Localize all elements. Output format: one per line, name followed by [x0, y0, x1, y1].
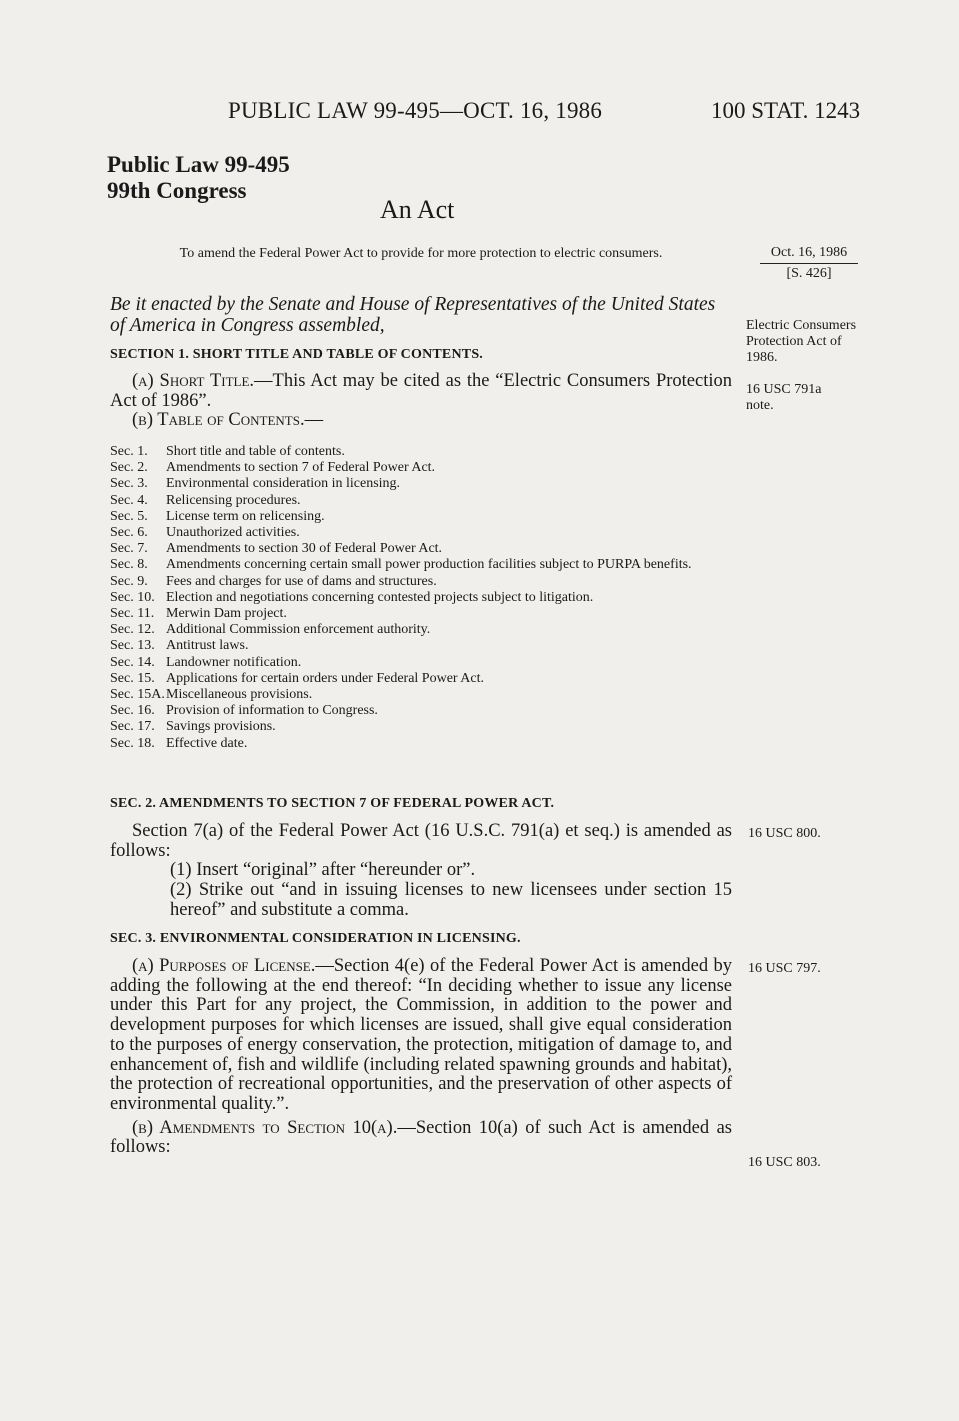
toc-entry-number: Sec. 13.: [110, 638, 155, 654]
margin-citation-note: 16 USC 791a note.: [746, 382, 822, 413]
toc-entry: [110, 736, 732, 752]
act-label: An Act: [380, 195, 455, 224]
toc-entry-number: Sec. 5.: [110, 508, 148, 524]
purposes-of-license-paragraph: [110, 957, 732, 1115]
margin-date-box: [760, 243, 858, 283]
toc-entry: [110, 493, 732, 509]
toc-entry-number: Sec. 8.: [110, 557, 148, 573]
toc-entry: [110, 541, 732, 557]
toc-entry-number: Sec. 9.: [110, 573, 148, 589]
section-1-body: [110, 372, 732, 431]
toc-entry-number: Sec. 15.: [110, 670, 155, 686]
public-law-number: Public Law 99-495: [107, 152, 290, 177]
toc-entry-title: Landowner notification.: [166, 654, 302, 670]
toc-entry: [110, 606, 732, 622]
toc-entry-number: Sec. 4.: [110, 492, 148, 508]
table-of-contents-list: [110, 444, 732, 752]
section-2-intro: Section 7(a) of the Federal Power Act (16 U.S.C. 791(a) et seq.) is amended as follows:: [110, 821, 732, 861]
section-3-body: [110, 957, 732, 1158]
purposes-of-license-text: —Section 4(e) of the Federal Power Act is amended by adding the following at the end thereof: “In deciding whether to issue any license under this Part for any project, the Commission, in addition to the power and development purposes for which licenses are issued, shall give equal consideration to the purposes of energy conservation, the protection, mitigation of damage to, and enhancement of, fish and wildlife (including related spawning grounds and habitat), the protection of recreational opportunities, and the preservation of other aspects of environmental quality.”.: [110, 956, 732, 1114]
toc-entry-title: Fees and charges for use of dams and structures.: [166, 573, 437, 589]
usc-note-section-3b: 16 USC 803.: [748, 1155, 821, 1170]
toc-entry-title: Merwin Dam project.: [166, 606, 287, 622]
section-2-item-2: (2) Strike out “and in issuing licenses to new licensees under section 15 hereof” and substitute a comma.: [170, 880, 732, 920]
enacting-clause: Be it enacted by the Senate and House of Representatives of the United States of America in Congress assembled,: [110, 294, 716, 336]
toc-entry-title: Relicensing procedures.: [166, 492, 301, 508]
section-2-heading: SEC. 2. AMENDMENTS TO SECTION 7 OF FEDERAL POWER ACT.: [110, 796, 555, 811]
section-1-heading: SECTION 1. SHORT TITLE AND TABLE OF CONTENTS.: [110, 347, 484, 362]
toc-entry: [110, 460, 732, 476]
toc-entry-number: Sec. 17.: [110, 719, 155, 735]
toc-entry: [110, 655, 732, 671]
amendments-10a-text: —Section 10(a) of such Act is amended as follows:: [110, 1117, 732, 1158]
table-of-contents-label: (b) Table of Contents.: [132, 410, 305, 431]
toc-entry-title: Miscellaneous provisions.: [166, 687, 313, 703]
toc-entry: [110, 638, 732, 654]
toc-entry-title: Unauthorized activities.: [166, 525, 300, 541]
toc-entry-title: Amendments concerning certain small power production facilities subject to PURPA benefits.: [166, 557, 692, 573]
margin-date: Oct. 16, 1986: [760, 243, 858, 264]
usc-note-section-2: 16 USC 800.: [748, 826, 821, 841]
section-2-item-1: (1) Insert “original” after “hereunder or”.: [170, 860, 476, 881]
table-of-contents-paragraph: [110, 411, 732, 431]
margin-bill-number: [S. 426]: [786, 266, 832, 281]
toc-entry: [110, 509, 732, 525]
toc-entry: [110, 671, 732, 687]
public-law-title: [107, 152, 290, 204]
toc-entry-title: Effective date.: [166, 735, 248, 751]
toc-entry: [110, 574, 732, 590]
toc-entry-number: Sec. 15A.: [110, 687, 165, 703]
toc-entry: [110, 476, 732, 492]
toc-entry: [110, 687, 732, 703]
toc-entry-title: Savings provisions.: [166, 719, 276, 735]
toc-entry-title: Short title and table of contents.: [166, 444, 345, 459]
toc-entry-number: Sec. 3.: [110, 476, 148, 492]
toc-entry-number: Sec. 18.: [110, 735, 155, 751]
toc-entry-number: Sec. 1.: [110, 444, 148, 459]
toc-entry-title: Amendments to section 7 of Federal Power Act.: [166, 460, 436, 476]
toc-entry-number: Sec. 6.: [110, 525, 148, 541]
margin-short-title-note: Electric Consumers Protection Act of 1986.: [746, 318, 857, 365]
short-title-paragraph: [110, 372, 732, 411]
amendments-10a-paragraph: [110, 1119, 732, 1158]
toc-entry-title: Amendments to section 30 of Federal Power Act.: [166, 541, 443, 557]
toc-entry-number: Sec. 12.: [110, 622, 155, 638]
running-header: PUBLIC LAW 99-495—OCT. 16, 1986: [228, 98, 603, 123]
toc-entry-title: Provision of information to Congress.: [166, 703, 378, 719]
table-of-contents-dash: —: [304, 410, 324, 431]
toc-entry-number: Sec. 16.: [110, 703, 155, 719]
toc-entry-title: License term on relicensing.: [166, 508, 325, 524]
amendments-10a-label: (b) Amendments to Section 10(a).: [132, 1117, 398, 1138]
toc-entry-title: Applications for certain orders under Federal Power Act.: [166, 670, 485, 686]
toc-entry-number: Sec. 7.: [110, 541, 148, 557]
toc-entry: [110, 557, 732, 573]
toc-entry-number: Sec. 2.: [110, 460, 148, 476]
toc-entry: [110, 525, 732, 541]
toc-entry: [110, 622, 732, 638]
toc-entry-title: Antitrust laws.: [166, 638, 249, 654]
toc-entry-number: Sec. 11.: [110, 606, 155, 622]
purposes-of-license-label: (a) Purposes of License.: [132, 956, 316, 976]
toc-entry: [110, 719, 732, 735]
toc-entry: [110, 703, 732, 719]
short-title-text: —This Act may be cited as the “Electric Consumers Protection Act of 1986”.: [110, 371, 733, 411]
toc-entry-title: Election and negotiations concerning contested projects subject to litigation.: [166, 589, 594, 605]
toc-entry-title: Additional Commission enforcement authority.: [166, 622, 431, 638]
toc-entry: [110, 590, 732, 606]
short-title-label: (a) Short Title.: [132, 371, 255, 391]
toc-entry-number: Sec. 14.: [110, 654, 155, 670]
congress-number: 99th Congress: [107, 178, 247, 203]
toc-entry-title: Environmental consideration in licensing.: [166, 476, 401, 492]
toc-entry: [110, 444, 732, 460]
section-3-heading: SEC. 3. ENVIRONMENTAL CONSIDERATION IN LICENSING.: [110, 931, 521, 946]
section-2-body: [110, 822, 732, 921]
usc-note-section-3a: 16 USC 797.: [748, 961, 821, 976]
purpose-statement: To amend the Federal Power Act to provide for more protection to electric consumers.: [179, 246, 663, 261]
stat-page-number: 100 STAT. 1243: [711, 98, 861, 123]
toc-entry-number: Sec. 10.: [110, 589, 155, 605]
